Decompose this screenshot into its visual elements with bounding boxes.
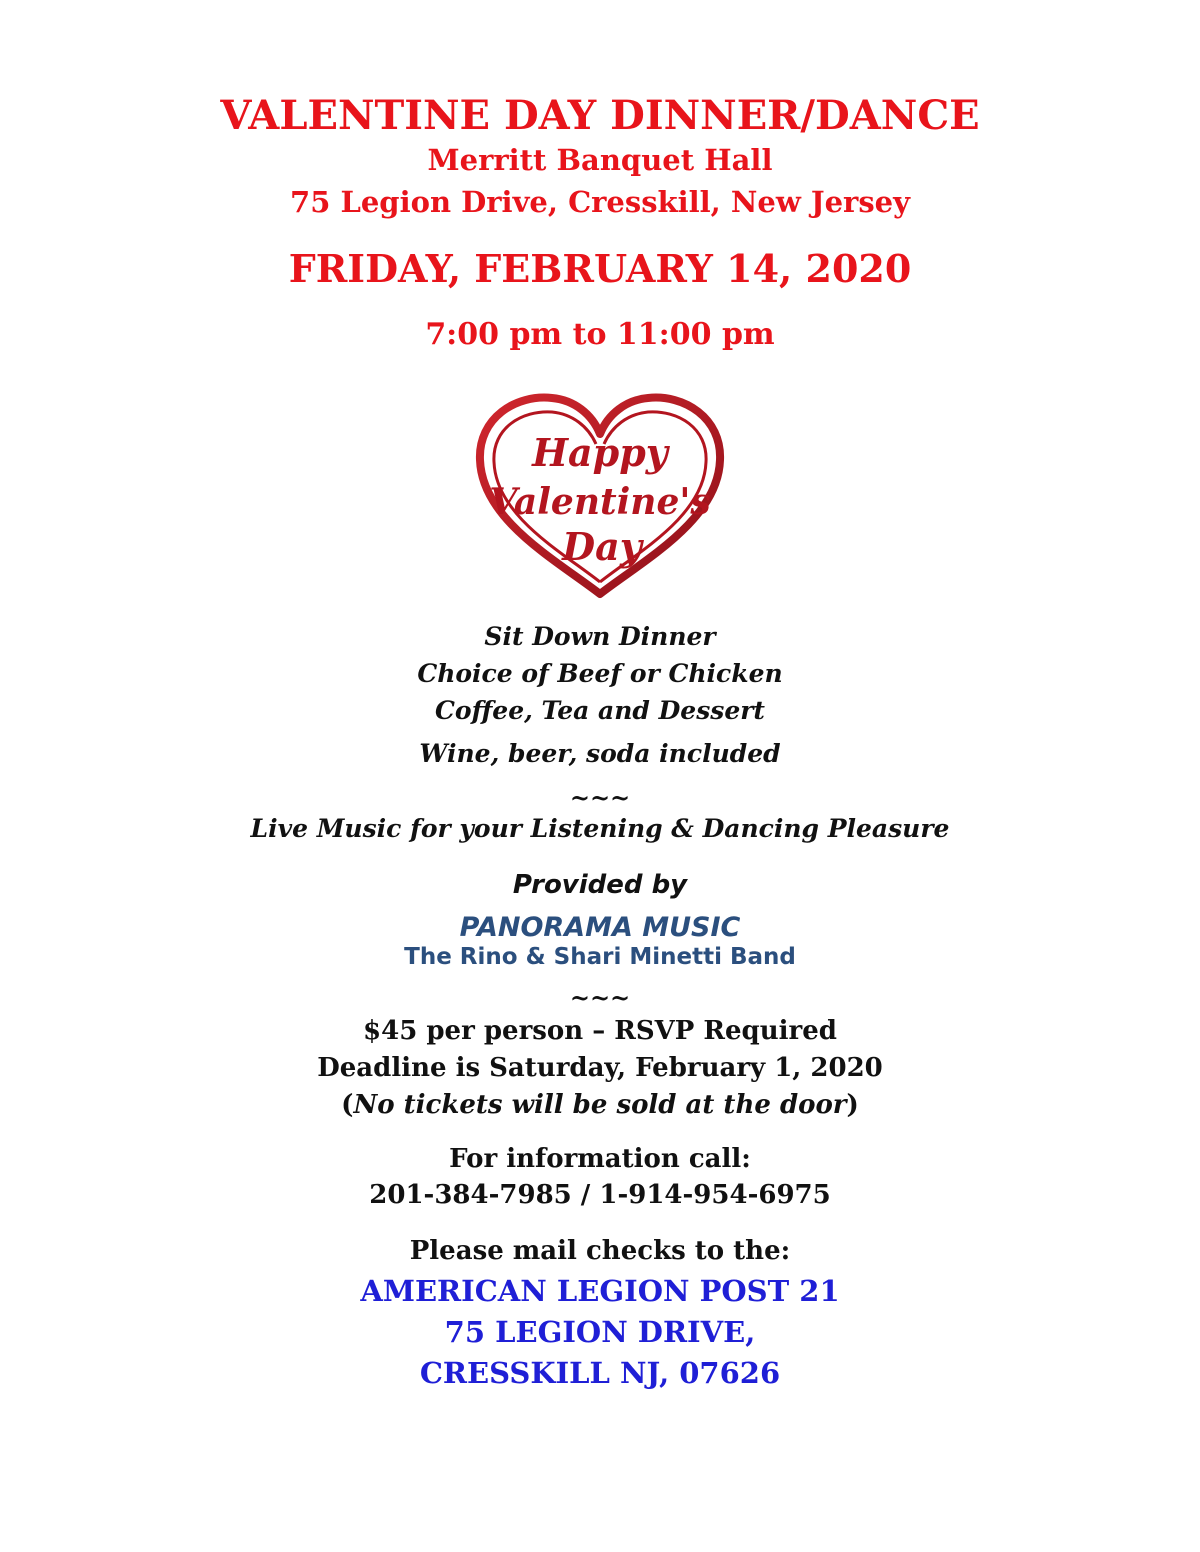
- mail-checks-label: Please mail checks to the:: [409, 1236, 791, 1266]
- event-title: VALENTINE DAY DINNER/DANCE: [220, 92, 980, 139]
- event-time: 7:00 pm to 11:00 pm: [425, 317, 775, 352]
- menu-line-choice: Choice of Beef or Chicken: [417, 659, 783, 688]
- paren-open: (: [341, 1090, 354, 1120]
- logo-word-happy: Happy: [532, 430, 668, 475]
- mailing-street: 75 LEGION DRIVE,: [444, 1315, 756, 1349]
- menu-line-dinner: Sit Down Dinner: [484, 622, 716, 651]
- tilde-separator: ~~~: [569, 983, 631, 1012]
- info-call-label: For information call:: [449, 1144, 751, 1174]
- menu-line-drinks: Wine, beer, soda included: [419, 739, 781, 768]
- tilde-separator: ~~~: [569, 783, 631, 812]
- price-line: $45 per person – RSVP Required: [363, 1016, 837, 1046]
- menu-line-dessert: Coffee, Tea and Dessert: [435, 696, 765, 725]
- mailing-organization: AMERICAN LEGION POST 21: [360, 1274, 840, 1308]
- band-subtitle: The Rino & Shari Minetti Band: [404, 944, 796, 970]
- live-music-line: Live Music for your Listening & Dancing Pleasure: [250, 814, 950, 843]
- no-tickets-text: No tickets will be sold at the door: [353, 1090, 847, 1120]
- mailing-city: CRESSKILL NJ, 07626: [419, 1356, 781, 1390]
- event-date: FRIDAY, FEBRUARY 14, 2020: [288, 246, 912, 291]
- venue-name: Merritt Banquet Hall: [427, 143, 773, 177]
- rsvp-deadline: Deadline is Saturday, February 1, 2020: [317, 1053, 883, 1083]
- logo-word-valentines: Valentine's: [489, 481, 711, 523]
- band-name: PANORAMA MUSIC: [459, 912, 741, 943]
- venue-address: 75 Legion Drive, Cresskill, New Jersey: [290, 185, 910, 219]
- paren-close: ): [846, 1090, 859, 1120]
- happy-valentines-day-heart-icon: [470, 388, 730, 608]
- logo-word-day: Day: [562, 524, 642, 569]
- phone-numbers: 201-384-7985 / 1-914-954-6975: [369, 1180, 831, 1210]
- no-tickets-note: [0, 1092, 1200, 1118]
- provided-by-label: Provided by: [512, 870, 688, 900]
